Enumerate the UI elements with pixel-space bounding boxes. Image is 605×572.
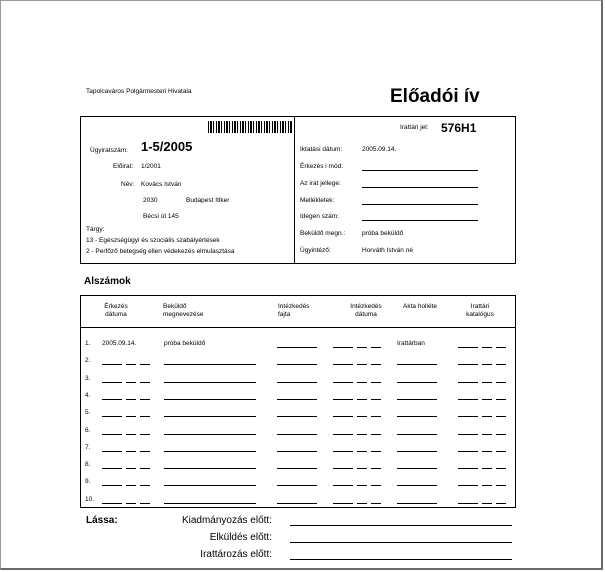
row-intezkedes-fajta-line [277, 399, 317, 400]
row-intezkedes-datum-line [333, 503, 353, 504]
row-intezkedes-fajta-line [277, 347, 317, 348]
row-location-blank [397, 451, 437, 452]
irat-jellege-line [362, 187, 478, 188]
header-erkezes: Érkezés dátuma [104, 303, 128, 318]
idegen-szam-label: Idegen szám: [300, 213, 340, 220]
row-number: 1. [85, 340, 91, 347]
row-irattari-line [458, 347, 478, 348]
row-irattari-line [482, 364, 492, 365]
row-location-blank [397, 364, 437, 365]
bekuldo-value: próba beküldő [362, 230, 404, 237]
row-date-blank [126, 434, 136, 435]
row-intezkedes-datum-line [333, 364, 353, 365]
row-intezkedes-datum-line [371, 364, 381, 365]
row-irattari-line [496, 347, 506, 348]
row-intezkedes-datum-line [357, 364, 367, 365]
row-location-blank [397, 503, 437, 504]
row-date-blank [126, 399, 136, 400]
row-irattari-line [458, 451, 478, 452]
row-date-blank [126, 451, 136, 452]
address-city: Budapest Itlker [186, 197, 230, 204]
row-date-blank [126, 382, 136, 383]
row-intezkedes-fajta-line [277, 364, 317, 365]
row-date-blank [102, 451, 122, 452]
header-akta-hollete: Akta holléte [403, 303, 437, 310]
row-date-blank [140, 364, 150, 365]
row-intezkedes-datum-line [357, 468, 367, 469]
row-intezkedes-datum-line [371, 434, 381, 435]
row-intezkedes-datum-line [333, 485, 353, 486]
row-date-blank [140, 399, 150, 400]
row-date-blank [126, 416, 136, 417]
row-date-blank [102, 382, 122, 383]
row-intezkedes-fajta-line [277, 485, 317, 486]
iktatasi-datum-value: 2005.09.14. [362, 146, 397, 153]
row-date-blank [102, 416, 122, 417]
irattari-jel-label: Irattári jel: [400, 124, 429, 131]
alszamok-header-divider [80, 327, 516, 328]
row-irattari-line [458, 503, 478, 504]
row-irattari-line [496, 451, 506, 452]
row-irattari-line [482, 451, 492, 452]
row-date-blank [102, 468, 122, 469]
row-intezkedes-datum-line [371, 382, 381, 383]
row-intezkedes-datum-line [371, 416, 381, 417]
row-irattari-line [482, 485, 492, 486]
row-date-blank [140, 416, 150, 417]
row-irattari-line [482, 416, 492, 417]
alszamok-heading: Alszámok [84, 276, 131, 287]
row-intezkedes-datum-line [333, 347, 353, 348]
row-intezkedes-datum-line [357, 485, 367, 486]
row-irattari-line [496, 485, 506, 486]
row-date-blank [126, 503, 136, 504]
row-location: Irattárban [397, 340, 425, 347]
row-intezkedes-fajta-line [277, 451, 317, 452]
row-irattari-line [496, 382, 506, 383]
row-intezkedes-datum-line [357, 347, 367, 348]
lassa-kiadmanyozas: Kiadmányozás előtt: [181, 515, 272, 526]
lassa-kiadmanyozas-line [290, 525, 512, 526]
row-intezkedes-datum-line [333, 451, 353, 452]
organization-name: Tapolcaváros Polgármesteri Hivatala [86, 88, 192, 95]
row-location-blank [397, 416, 437, 417]
row-sender-blank [164, 364, 256, 365]
row-intezkedes-datum-line [371, 503, 381, 504]
row-date-blank [126, 485, 136, 486]
row-number: 7. [85, 444, 91, 451]
row-irattari-line [496, 434, 506, 435]
row-intezkedes-datum-line [357, 451, 367, 452]
row-date-blank [140, 451, 150, 452]
row-intezkedes-datum-line [371, 468, 381, 469]
lassa-irattarozas-line [290, 559, 512, 560]
row-sender-blank [164, 382, 256, 383]
eloirat-label: Előirat: [113, 163, 134, 170]
ugyintezo-label: Ügyintéző: [300, 247, 331, 254]
row-irattari-line [482, 382, 492, 383]
row-irattari-line [482, 468, 492, 469]
irat-jellege-label: Az irat jellege: [300, 180, 341, 187]
row-intezkedes-fajta-line [277, 434, 317, 435]
row-location-blank [397, 382, 437, 383]
row-number: 5. [85, 409, 91, 416]
row-intezkedes-datum-line [371, 485, 381, 486]
row-intezkedes-datum-line [357, 434, 367, 435]
row-sender-blank [164, 416, 256, 417]
row-number: 6. [85, 427, 91, 434]
row-date-blank [126, 468, 136, 469]
address-zip: 2030 [143, 197, 158, 204]
header-intezkedes-datum: Intézkedés dátuma [350, 303, 382, 318]
erkezesi-mod-label: Érkezés i mód: [300, 163, 343, 170]
row-location-blank [397, 485, 437, 486]
lassa-irattarozas: Irattározás előtt: [200, 549, 272, 560]
row-irattari-line [496, 364, 506, 365]
bekuldo-label: Beküldő megn.: [300, 230, 346, 237]
header-intezkedes-fajta: Intézkedés fajta [278, 303, 310, 318]
row-number: 3. [85, 375, 91, 382]
lassa-elkuldes-line [290, 542, 512, 543]
row-date-blank [102, 434, 122, 435]
ugyintezo-value: Horváth István né [362, 247, 413, 254]
row-intezkedes-datum-line [357, 382, 367, 383]
ugyiratszam-value: 1-5/2005 [141, 139, 193, 154]
row-intezkedes-datum-line [333, 416, 353, 417]
row-irattari-line [458, 468, 478, 469]
lassa-elkuldes: Elküldés előtt: [209, 532, 272, 543]
row-intezkedes-datum-line [333, 434, 353, 435]
row-irattari-line [458, 364, 478, 365]
row-irattari-line [482, 503, 492, 504]
barcode [208, 121, 292, 133]
row-irattari-line [458, 399, 478, 400]
nev-label: Név: [121, 181, 135, 188]
row-irattari-line [458, 485, 478, 486]
row-location-blank [397, 399, 437, 400]
row-intezkedes-fajta-line [277, 468, 317, 469]
header-irattari-katalogus: Irattári katalógus [466, 303, 494, 318]
eloirat-value: 1/2001 [141, 163, 161, 170]
mellekletek-line [362, 204, 478, 205]
row-date-blank [102, 485, 122, 486]
row-irattari-line [496, 468, 506, 469]
row-date-blank [140, 434, 150, 435]
row-intezkedes-fajta-line [277, 382, 317, 383]
row-irattari-line [482, 434, 492, 435]
row-sender-blank [164, 434, 256, 435]
row-intezkedes-datum-line [357, 416, 367, 417]
row-sender-blank [164, 468, 256, 469]
row-date-blank [126, 364, 136, 365]
row-number: 4. [85, 392, 91, 399]
row-irattari-line [496, 399, 506, 400]
info-box-divider [294, 116, 295, 264]
mellekletek-label: Mellékletek: [300, 197, 335, 204]
row-intezkedes-datum-line [371, 451, 381, 452]
row-intezkedes-datum-line [357, 399, 367, 400]
targy-line-1: 13 - Egészségügyi és szociális szabályértések [86, 237, 220, 244]
row-location-blank [397, 434, 437, 435]
row-sender-blank [164, 451, 256, 452]
row-intezkedes-datum-line [333, 399, 353, 400]
row-irattari-line [458, 434, 478, 435]
row-irattari-line [458, 382, 478, 383]
row-sender: próba beküldő [164, 340, 206, 347]
row-intezkedes-datum-line [333, 382, 353, 383]
row-date-blank [102, 503, 122, 504]
row-number: 9. [85, 478, 91, 485]
header-bekuldo: Beküldő megnevezése [163, 303, 204, 318]
lassa-label: Lássa: [86, 515, 118, 526]
row-intezkedes-datum-line [371, 399, 381, 400]
row-date-blank [102, 364, 122, 365]
row-number: 10. [85, 496, 95, 503]
row-intezkedes-fajta-line [277, 503, 317, 504]
nev-value: Kovács István [141, 181, 182, 188]
page-title: Előadói ív [390, 86, 480, 107]
row-irattari-line [496, 416, 506, 417]
row-date: 2005.09.14. [102, 340, 137, 347]
row-intezkedes-datum-line [333, 468, 353, 469]
row-sender-blank [164, 485, 256, 486]
row-date-blank [140, 382, 150, 383]
row-number: 8. [85, 461, 91, 468]
row-irattari-line [458, 416, 478, 417]
address-street: Bécsi út 145 [143, 213, 179, 220]
row-number: 2. [85, 357, 91, 364]
row-intezkedes-datum-line [357, 503, 367, 504]
row-location-blank [397, 468, 437, 469]
row-sender-blank [164, 503, 256, 504]
row-intezkedes-fajta-line [277, 416, 317, 417]
row-date-blank [140, 468, 150, 469]
row-irattari-line [482, 347, 492, 348]
erkezesi-mod-line [362, 170, 478, 171]
row-date-blank [140, 485, 150, 486]
row-date-blank [140, 503, 150, 504]
irattari-jel-value: 576H1 [441, 121, 477, 135]
ugyiratszam-label: Ügyiratszám: [90, 147, 128, 154]
targy-line-2: 2 - Perfőző betegség ellen védekezés elmulasztása [86, 248, 235, 255]
row-date-blank [102, 399, 122, 400]
targy-label: Tárgy: [86, 226, 105, 233]
idegen-szam-line [362, 220, 478, 221]
row-intezkedes-datum-line [371, 347, 381, 348]
iktatasi-datum-label: Iktatási dátum: [300, 146, 343, 153]
row-irattari-line [482, 399, 492, 400]
row-irattari-line [496, 503, 506, 504]
row-sender-blank [164, 399, 256, 400]
